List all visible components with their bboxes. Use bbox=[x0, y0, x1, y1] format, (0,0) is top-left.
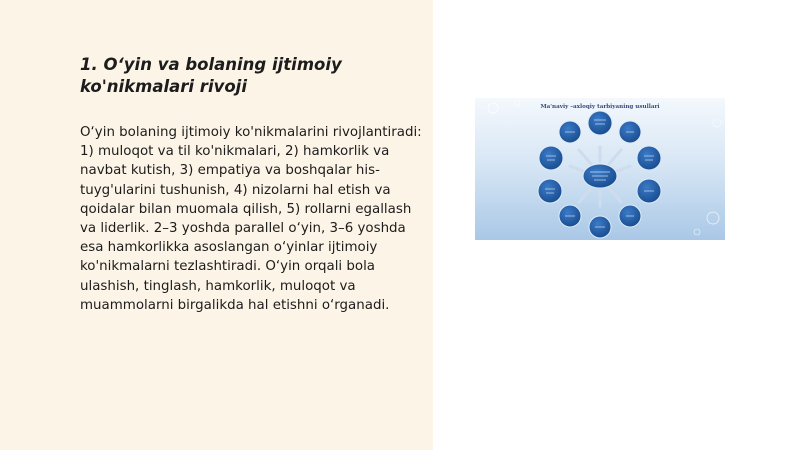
slide-title: 1. O‘yin va bolaning ijtimoiy ko'nikmalari rivoji bbox=[80, 55, 342, 96]
diagram-image bbox=[475, 98, 725, 240]
diagram-node bbox=[539, 146, 563, 170]
diagram-node bbox=[588, 111, 612, 135]
diagram-node bbox=[538, 179, 562, 203]
diagram-node bbox=[637, 146, 661, 170]
slide-body-text: O‘yin bolaning ijtimoiy ko'nikmalarini rivojlantiradi: 1) muloqot va til ko'nikmalari, 2) hamkorlik va navbat kutish, 3) empatiya va boshqalar his-tuyg'ularini tushunish, 4) nizolarni hal etish va qoidalar bilan muomala qilish, 5) rollarni egallash va liderlik. 2–3 yoshda parallel o‘yin, 3–6 yoshda esa hamkorlikka asoslangan o‘yinlar ijtimoiy ko'nikmalarni tezlashtiradi. O‘yin orqali bola ulashish, tinglash, hamkorlik, muloqot va muammolarni birgalikda hal etishni o‘rganadi. bbox=[80, 125, 422, 313]
diagram-title: Ma'naviy –axloqiy tarbiyaning usullari bbox=[540, 104, 660, 110]
diagram-graphic bbox=[475, 98, 725, 240]
